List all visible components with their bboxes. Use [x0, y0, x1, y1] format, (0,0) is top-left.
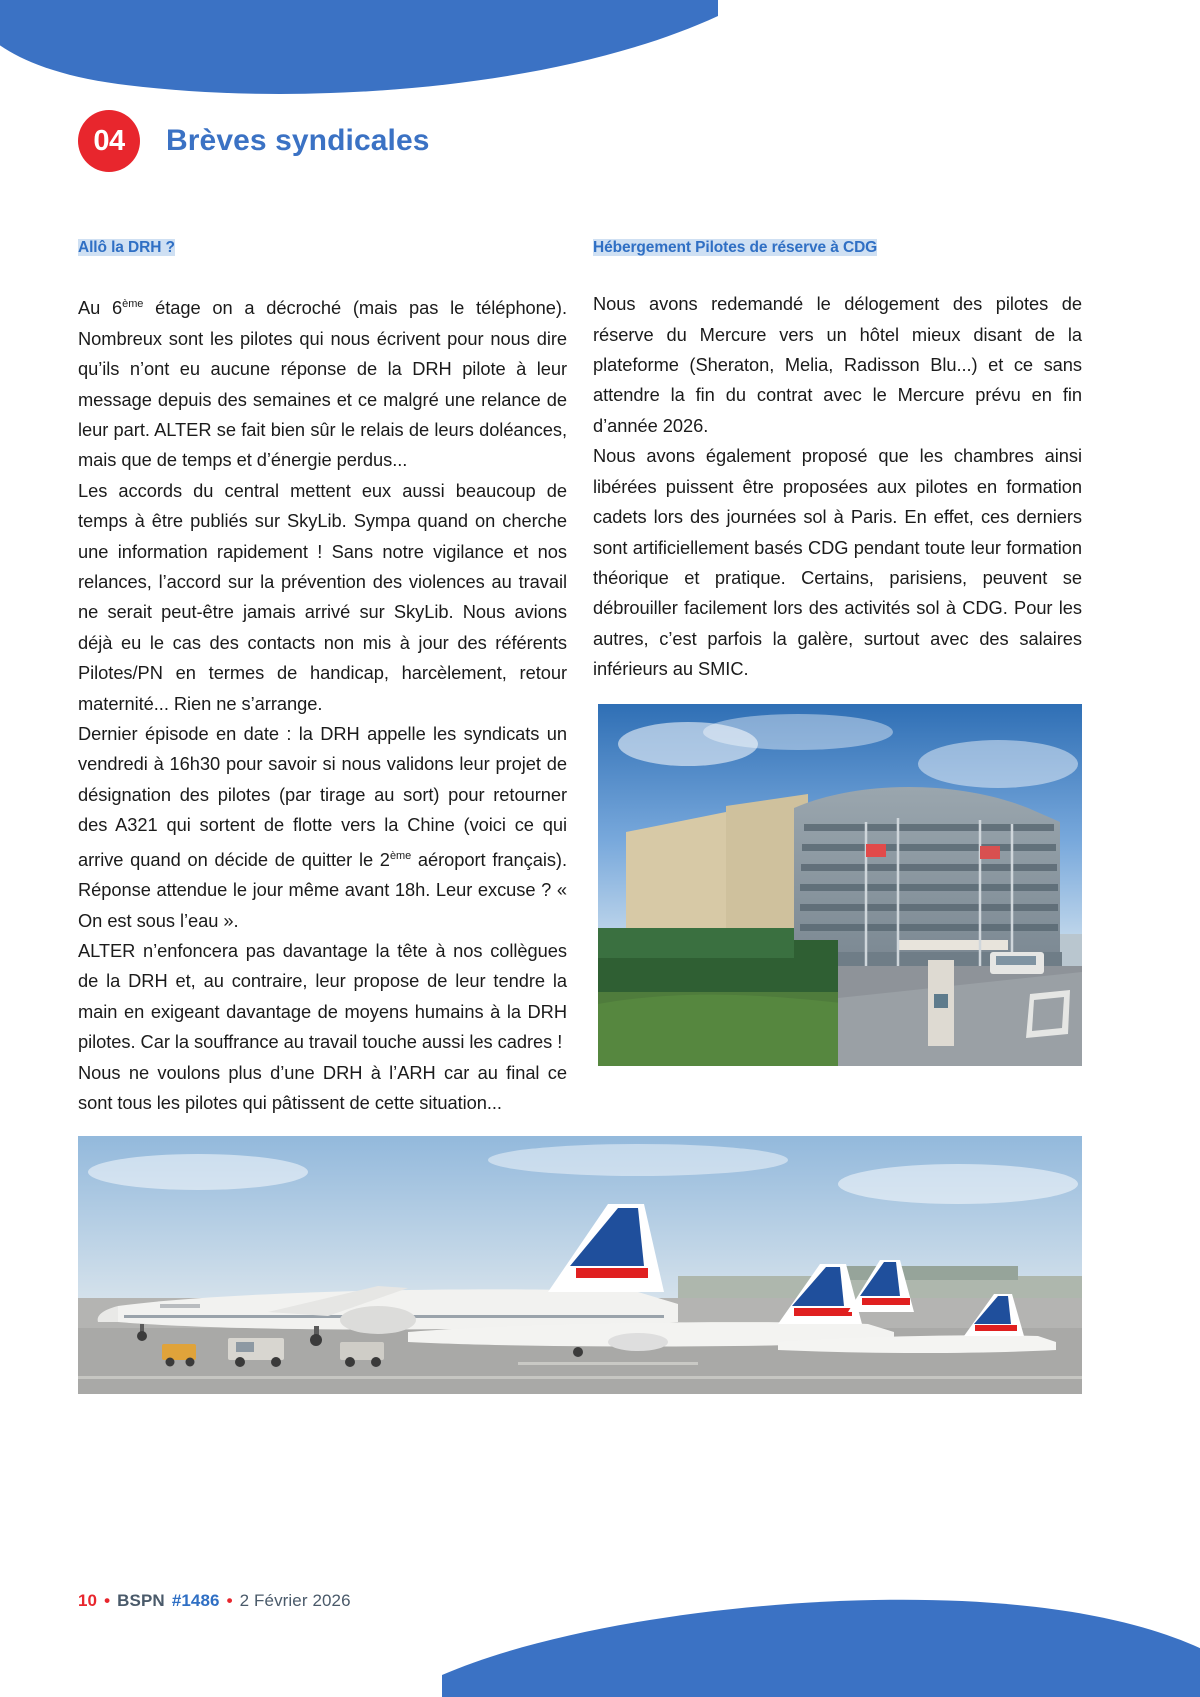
- right-column-body: [593, 289, 1082, 684]
- footer-publication: BSPN: [117, 1591, 165, 1610]
- section-header: [78, 110, 430, 172]
- paragraph: Dernier épisode en date : la DRH appelle les syndicats un vendredi à 16h30 pour savoir si nous validons leur projet de désignation des pilotes (par tirage au sort) pour retourner des A321 qui sortent de flotte vers la Chine (voici ce qui arrive quand on décide de quitter le 2ème aéroport français). Réponse attendue le jour même avant 18h. Leur excuse ? « On est sous l’eau ».: [78, 723, 567, 931]
- left-column-heading-wrap: [78, 236, 567, 259]
- left-column-heading: Allô la DRH ?: [78, 239, 175, 256]
- hotel-photo-illustration: [598, 704, 1082, 1066]
- left-column: [78, 236, 567, 1118]
- paragraph: ALTER n’enfoncera pas davantage la tête à nos collègues de la DRH et, au contraire, leur propose de leur tendre la main en exigeant davantage de moyens humains à la DRH pilotes. Car la souffrance au travail touche aussi les cadres !: [78, 939, 567, 1053]
- right-column-heading-wrap: [593, 236, 1082, 259]
- top-left-wave-decoration: [0, 0, 718, 108]
- footer-issue-number: #1486: [171, 1591, 220, 1610]
- page-footer: [78, 1591, 351, 1611]
- left-column-body: [78, 289, 567, 1118]
- fleet-photo: [78, 1136, 1082, 1394]
- footer-date: 2 Février 2026: [239, 1591, 351, 1610]
- hotel-photo: [598, 704, 1082, 1066]
- paragraph: Nous ne voulons plus d’une DRH à l’ARH car au final ce sont tous les pilotes qui pâtissent de cette situation...: [78, 1061, 567, 1113]
- bottom-right-wave-decoration: [442, 1549, 1200, 1697]
- paragraph: Les accords du central mettent eux aussi beaucoup de temps à être publiés sur SkyLib. Sympa quand on cherche une information rapidement ! Sans notre vigilance et nos relances, l’accord sur la prévention des violences au travail ne serait peut-être jamais arrivé sur SkyLib. Nous avions déjà eu le cas des contacts non mis à jour des référents Pilotes/PN en termes de handicap, harcèlement, retour maternité... Rien ne s’arrange.: [78, 479, 567, 714]
- fleet-photo-illustration: [78, 1136, 1082, 1394]
- page-title: Brèves syndicales: [166, 124, 430, 157]
- footer-page-number: 10: [78, 1591, 98, 1610]
- footer-separator-2: •: [226, 1591, 233, 1610]
- right-column-heading: Hébergement Pilotes de réserve à CDG: [593, 239, 878, 256]
- section-number-badge: 04: [78, 110, 140, 172]
- footer-separator-1: •: [104, 1591, 111, 1610]
- paragraph: Nous avons également proposé que les chambres ainsi libérées puissent être proposées aux pilotes en formation cadets lors des journées sol à Paris. En effet, ces derniers sont artificiellement basés CDG pendant toute leur formation théorique et pratique. Certains, parisiens, peuvent se débrouiller facilement lors des activités sol à CDG. Pour les autres, c’est parfois la galère, surtout avec des salaires inférieurs au SMIC.: [593, 445, 1082, 680]
- paragraph: Au 6ème étage on a décroché (mais pas le téléphone). Nombreux sont les pilotes qui nous écrivent pour nous dire qu’ils n’ont eu aucune réponse de la DRH pilote à leur message depuis des semaines et ce malgré une relance de leur part. ALTER se fait bien sûr le relais de leurs doléances, mais que de temps et d’énergie perdus...: [78, 297, 567, 471]
- paragraph: Nous avons redemandé le délogement des pilotes de réserve du Mercure vers un hôtel mieux disant de la plateforme (Sheraton, Melia, Radisson Blu...) et ce sans attendre la fin du contrat avec le Mercure prévu en fin d’année 2026.: [593, 293, 1082, 436]
